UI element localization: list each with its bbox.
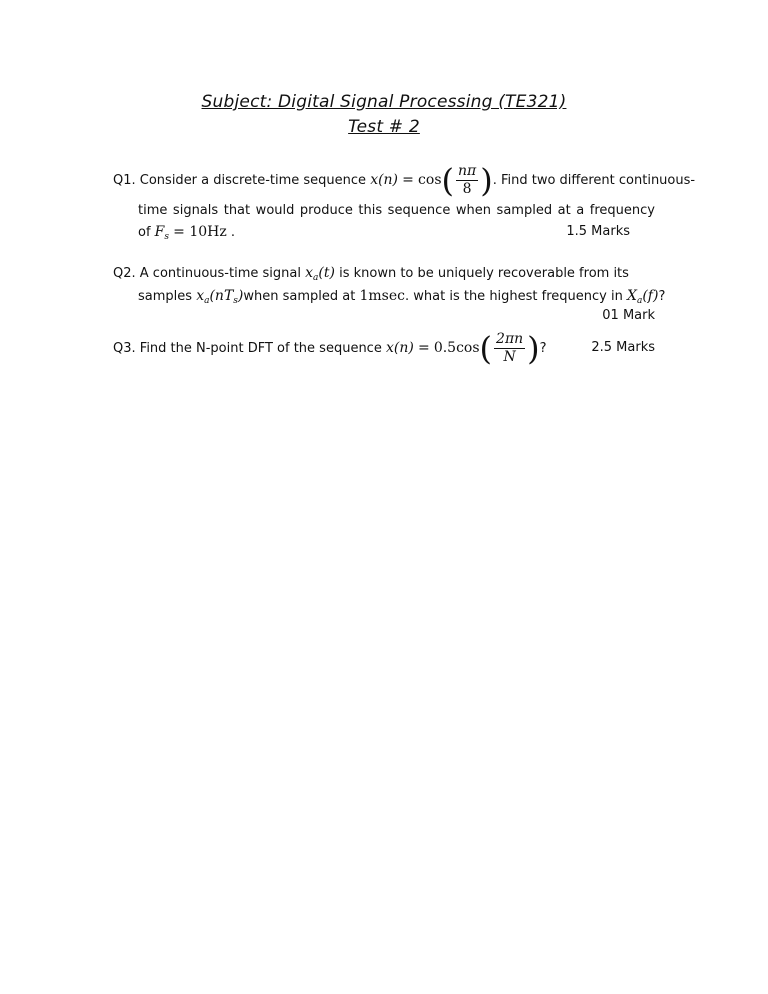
- q3-numerator: 2πn: [496, 331, 524, 347]
- q2-line2-b: when sampled at: [243, 289, 356, 304]
- q1-label: Q1.: [113, 173, 136, 188]
- q2-period: 1msec: [359, 288, 405, 304]
- q3-label: Q3.: [113, 341, 136, 356]
- q2-xa-arg: (t): [318, 265, 335, 281]
- q1-text-a: Consider a discrete-time sequence: [139, 173, 367, 188]
- q2-line2-a: samples: [138, 289, 193, 304]
- q3-coef: 0.5cos: [433, 340, 480, 356]
- q1-fs-val: = 10Hz: [173, 224, 227, 240]
- question-1: [113, 158, 696, 242]
- q2-line2-d: ?: [658, 289, 666, 304]
- q1-numerator: nπ: [458, 163, 477, 179]
- q1-line2: time signals that would produce this sequence when sampled at a frequency: [138, 203, 655, 218]
- q2-samp-var: x: [196, 288, 205, 304]
- q3-left-paren: (: [479, 329, 493, 368]
- q2-xa-sub: a: [313, 273, 319, 283]
- q2-samp-arg-b: ): [237, 288, 244, 304]
- q2-Xa-arg: (f): [642, 288, 659, 304]
- question-2: [113, 262, 666, 328]
- q1-left-paren: (: [441, 161, 454, 200]
- q1-fs-sub: s: [164, 232, 170, 242]
- q3-denominator: N: [503, 349, 516, 365]
- q3-right-paren: ): [527, 329, 540, 368]
- q2-label: Q2.: [113, 266, 136, 281]
- q2-samp-sub: a: [204, 296, 210, 306]
- q2-samp-arg-sub: s: [233, 296, 238, 306]
- q3-text-a: Find the N-point DFT of the sequence: [139, 341, 382, 356]
- q2-samp-arg-a: (nT: [209, 288, 234, 304]
- q2-text-a: A continuous-time signal: [139, 266, 301, 281]
- q3-marks: 2.5 Marks: [591, 340, 655, 355]
- q1-text-b: . Find two different continuous-: [492, 173, 696, 188]
- q2-line2-c: . what is the highest frequency in: [405, 289, 623, 304]
- q3-text-b: ?: [539, 341, 547, 356]
- q1-seq-lhs: x(n): [370, 172, 399, 188]
- q1-fs-var: F: [154, 224, 165, 240]
- q1-line3-b: .: [230, 225, 236, 240]
- q3-fraction: [494, 331, 525, 366]
- q2-text-b: is known to be uniquely recoverable from its: [339, 266, 629, 281]
- subject-title: Subject: Digital Signal Processing (TE321): [201, 92, 567, 112]
- question-3: [113, 326, 655, 370]
- q1-denominator: 8: [462, 181, 472, 197]
- test-title: Test # 2: [348, 117, 420, 137]
- q1-eq: =: [402, 172, 414, 188]
- q1-line3-a: of: [138, 225, 151, 240]
- q3-eq: =: [417, 340, 430, 356]
- q1-cos: cos: [418, 172, 442, 188]
- q2-marks: 01 Mark: [602, 308, 655, 323]
- q3-seq-lhs: x(n): [385, 340, 414, 356]
- q2-Xa-sub: a: [636, 296, 643, 306]
- q1-right-paren: ): [480, 161, 493, 200]
- q2-Xa: X: [627, 288, 637, 304]
- q2-xa: x: [305, 265, 313, 281]
- q1-fraction: [456, 163, 478, 198]
- q1-marks: 1.5 Marks: [566, 224, 630, 239]
